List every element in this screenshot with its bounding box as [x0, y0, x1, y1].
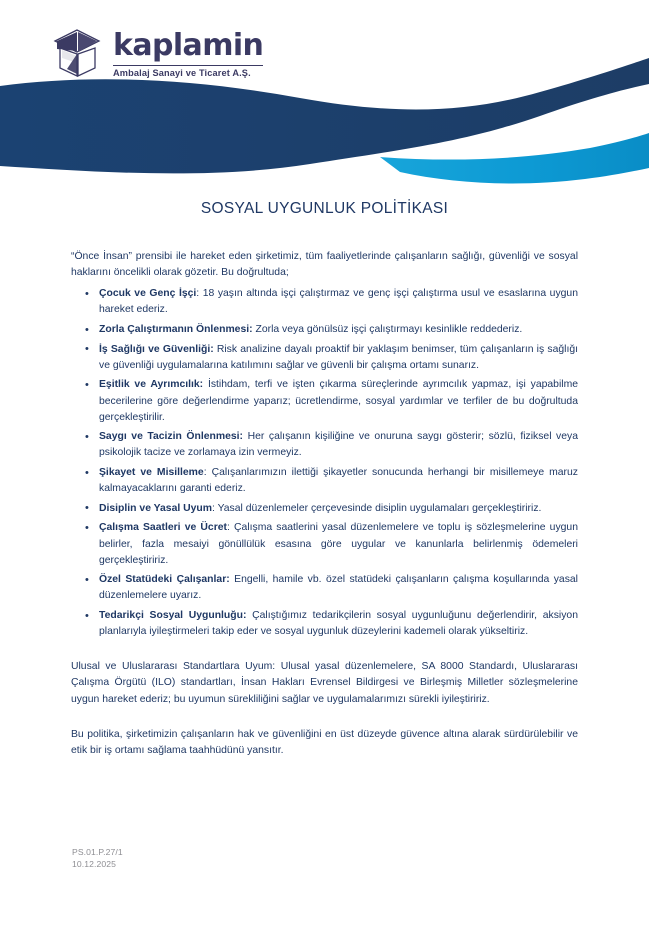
open-box-icon [53, 28, 105, 80]
list-item-text: Yasal düzenlemeler çerçevesinde disiplin uygulamaları gerçekleştiririz. [217, 502, 542, 514]
list-item-text: Risk analizine dayalı proaktif bir yaklaşım benimser, tüm çalışanların iş sağlığı ve güvenliği uygulamalarına katılımını sağlar ve güvenli bir çalışma ortamı sunarız. [99, 343, 578, 371]
list-item-text: 18 yaşın altında işçi çalıştırmaz ve genç işçi çalıştırma usul ve esaslarına uygun hareket ederiz. [99, 288, 578, 316]
logo-subtitle: Ambalaj Sanayi ve Ticaret A.Ş. [113, 65, 263, 78]
closing-section [71, 659, 578, 759]
list-item-lead: Tedarikçi Sosyal Uygunluğu: [99, 610, 247, 621]
list-item-text: Zorla veya gönülsüz işçi çalıştırmayı kesinlikle reddederiz. [255, 324, 523, 335]
list-item-lead: Saygı ve Tacizin Önlenmesi: [99, 431, 244, 443]
list-item-lead: İş Sağlığı ve Güvenliği: [99, 343, 214, 355]
list-item [71, 501, 578, 517]
list-item [71, 572, 578, 604]
logo-text-group [113, 26, 263, 78]
company-logo [53, 26, 263, 80]
list-item-text: Çalışanlarımızın ilettiği şikayetler sonucunda herhangi bir misillemeye maruz kalmayacaklarını garanti ederiz. [99, 467, 578, 495]
list-item-lead: Çocuk ve Genç İşçi [99, 288, 197, 300]
list-item-lead: Çalışma Saatleri ve Ücret [99, 522, 227, 534]
document-body [71, 249, 578, 759]
intro-paragraph: “Önce İnsan” prensibi ile hareket eden şirketimiz, tüm faaliyetlerinde çalışanların sağlığı, güvenliği ve sosyal haklarını öncelikli olarak gözetir. Bu doğrultuda; [71, 251, 578, 279]
policy-list [71, 286, 578, 640]
page-title: SOSYAL UYGUNLUK POLİTİKASI [200, 200, 449, 217]
list-item-text: Her çalışanın kişiliğine ve onuruna saygı gösterir; sözlü, fiziksel veya psikolojik tacize ve zorlamaya izin vermeyiz. [99, 431, 579, 459]
list-item [71, 377, 578, 425]
list-item-lead: Şikayet ve Misilleme [99, 467, 204, 478]
list-item-lead: Özel Statüdeki Çalışanlar: [99, 574, 230, 586]
list-item-sep: : [212, 502, 218, 514]
list-item [71, 322, 578, 338]
list-item-text: Çalıştığımız tedarikçilerin sosyal uygunluğunu değerlendirir, aksiyon planlarıyla iyileştirmeleri takip eder ve sosyal uygunluk düzeylerini kademeli olarak yükseltiriz. [99, 610, 578, 638]
list-item [71, 465, 578, 497]
list-item-sep: : [196, 288, 203, 300]
list-item-sep: : [203, 467, 212, 478]
closing-paragraph-block [71, 727, 578, 759]
list-item-text: Engelli, hamile vb. özel statüdeki çalışanların çalışma koşullarında yasal düzenlemelere uyarız. [99, 574, 578, 602]
logo-wordmark: kaplamin [113, 28, 264, 63]
list-item [71, 342, 578, 374]
footer-date: 10.12.2025 [72, 858, 117, 869]
list-item-lead: Zorla Çalıştırmanın Önlenmesi: [99, 324, 253, 335]
list-item-sep: : [226, 522, 235, 534]
list-item [71, 608, 578, 640]
footer-doc-code: PS.01.P.27/1 [72, 847, 123, 857]
list-item [71, 520, 578, 568]
list-item-text: Çalışma saatlerini yasal düzenlemelere ve toplu iş sözleşmelerine uygun belirler, fazla mesaiyi gönüllülük esasına göre uygular ve kanunlarla belirlenmiş ödemeleri gerçekleştiririz. [99, 522, 578, 566]
list-item-lead: Disiplin ve Yasal Uyum [99, 502, 213, 514]
list-item [71, 286, 578, 318]
commitment-paragraph: Bu politika, şirketimizin çalışanların hak ve güvenliğini en üst düzeyde güvence altına alarak sürdürülebilir ve etik bir iş ortamı sağlama taahhüdünü yansıtır. [71, 728, 578, 756]
list-item-text: İstihdam, terfi ve işten çıkarma süreçlerinde ayrımcılık yapmaz, işi yapabilme becerilerine göre değerlendirme yaparız; ücretlendirme, sosyal yardımlar ve terfiler de bu doğrultuda gerçekleştirilir. [99, 379, 579, 423]
standards-paragraph: Ulusal ve Uluslararası Standartlara Uyum: Ulusal yasal düzenlemelere, SA 8000 Standardı, Uluslararası Çalışma Örgütü (ILO) standartları, İnsan Hakları Evrensel Bildirgesi ve Birleşmiş Milletler sözleşmelerine uygun hareket ederiz; bu uyumun sürekliliğini sağlar ve uygulamalarımızı sürekli iyileştiririz. [71, 661, 578, 705]
document-footer [72, 847, 123, 870]
list-item-lead: Eşitlik ve Ayrımcılık: [99, 379, 204, 391]
closing-paragraph-block [71, 659, 578, 707]
list-item [71, 429, 578, 461]
